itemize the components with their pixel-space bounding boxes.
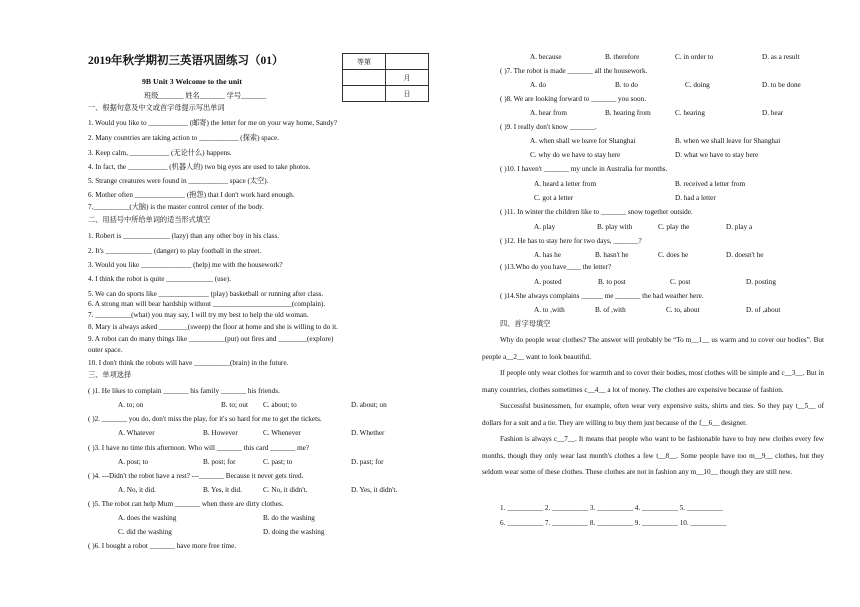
mc-question-2: ( )2. _______ you do, don't miss the play, for it's so hard for me to get the tickets. xyxy=(88,415,322,423)
mc10-opt-c: C. got a letter xyxy=(534,194,574,202)
mc4-opt-a: A. No, it did. xyxy=(118,486,156,494)
s2-item-6: 6. A strong man will bear hardship without ______________________(complain). xyxy=(88,300,326,308)
s2-item-7: 7. __________(what) you may say, I will try my best to help the old woman. xyxy=(88,311,309,319)
mc9-opt-d: D. what we have to stay here xyxy=(675,151,759,159)
mc2-opt-b: B. However xyxy=(203,429,238,437)
mc5-opt-d: D. doing the washing xyxy=(263,528,325,536)
mc3-opt-c: C. past; to xyxy=(263,458,293,466)
mc3-opt-a: A. post; to xyxy=(118,458,149,466)
mc7-opt-a: A. do xyxy=(530,81,546,89)
mc5-opt-b: B. do the washing xyxy=(263,514,315,522)
mc13-opt-d: D. posting xyxy=(746,278,776,286)
mc-question-6: ( )6. I bought a robot _______ have more free time. xyxy=(88,542,237,550)
page-title: 2019年秋学期初三英语巩固练习（01） xyxy=(88,55,284,67)
s1-item-3: 3. Keep calm, ___________ (无论什么) happens. xyxy=(88,149,232,157)
s2-item-4: 4. I think the robot is quite _____________ (use). xyxy=(88,275,231,283)
student-info-line: 班级_______ 姓名_______ 学号_______ xyxy=(144,92,267,100)
mc9-opt-b: B. when we shall leave for Shanghai xyxy=(675,137,781,145)
mc8-opt-b: B. hearing from xyxy=(605,109,651,117)
s1-item-4: 4. In fact, the ___________ (机器人的) two big eyes are used to take photos. xyxy=(88,163,311,171)
mc-question-7: ( )7. The robot is made _______ all the housework. xyxy=(500,67,648,75)
s1-item-6: 6. Mother often ______________ (抱怨) that I don't work hard enough. xyxy=(88,191,295,199)
mc14-opt-d: D. of ,about xyxy=(746,306,781,314)
mc13-opt-c: C. post xyxy=(670,278,691,286)
grade-label: 等第 xyxy=(343,54,386,70)
mc12-opt-b: B. hasn't he xyxy=(595,251,629,259)
section3-heading: 三、单项选择 xyxy=(88,371,132,379)
cloze-paragraph-2: If people only wear clothes for warmth and to cover their bodies, most clothes will be simple and c__3__. But in many countries, clothes sometimes c__4__ a lot of money. The clothes are expensive because of fashion. xyxy=(482,369,824,394)
mc-question-4: ( )4. ---Didn't the robot have a rest? ---_______ Because it never gets tired. xyxy=(88,472,304,480)
mc14-opt-a: A. to ,with xyxy=(534,306,565,314)
mc6-opt-d: D. as a result xyxy=(762,53,800,61)
mc-question-13: ( )13.Who do you have____ the letter? xyxy=(500,263,612,271)
s2-item-2: 2. It's _____________ (danger) to play football in the street. xyxy=(88,247,262,255)
mc13-opt-b: B. to post xyxy=(598,278,626,286)
cloze-paragraph-1: Why do people wear clothes? The answer will probably be “To m__1__ us warm and to cover our bodies”. But people a__2__ want to look beautiful. xyxy=(482,336,824,361)
mc11-opt-c: C. play the xyxy=(658,223,690,231)
mc5-opt-a: A. does the washing xyxy=(118,514,177,522)
mc7-opt-b: B. to do xyxy=(615,81,638,89)
mc12-opt-a: A. has he xyxy=(534,251,561,259)
mc7-opt-d: D. to be done xyxy=(762,81,801,89)
mc8-opt-c: C. hearing xyxy=(675,109,705,117)
month-cell xyxy=(343,70,386,86)
mc10-opt-b: B. received a letter from xyxy=(675,180,746,188)
mc5-opt-c: C. did the washing xyxy=(118,528,172,536)
mc6-opt-b: B. therefore xyxy=(605,53,640,61)
mc7-opt-c: C. doing xyxy=(685,81,710,89)
mc8-opt-a: A. hear from xyxy=(530,109,567,117)
day-label: 日 xyxy=(386,86,429,102)
s1-item-2: 2. Many countries are taking action to ___________ (探索) space. xyxy=(88,134,280,142)
mc1-opt-a: A. to; on xyxy=(118,401,144,409)
mc9-opt-c: C. why do we have to stay here xyxy=(530,151,621,159)
answer-line-1: 1. __________ 2. __________ 3. __________ 4. __________ 5. __________ xyxy=(500,504,723,512)
section1-heading: 一、根据句意及中文或首字母提示写出单词 xyxy=(88,104,225,112)
mc-question-9: ( )9. I really don't know _______. xyxy=(500,123,597,131)
mc3-opt-b: B. post; for xyxy=(203,458,236,466)
mc14-opt-b: B. of ,with xyxy=(595,306,626,314)
section4-heading: 四、首字母填空 xyxy=(500,320,551,328)
s2-item-1: 1. Robert is _____________ (lazy) than any other boy in his class. xyxy=(88,232,280,240)
grade-box xyxy=(342,53,429,102)
mc1-opt-b: B. to; out xyxy=(221,401,248,409)
s2-item-9: 9. A robot can do many things like __________(put) out fires and ________(explore) xyxy=(88,335,334,343)
mc1-opt-d: D. about; on xyxy=(351,401,387,409)
mc13-opt-a: A. posted xyxy=(534,278,562,286)
mc9-opt-a: A. when shall we leave for Shanghai xyxy=(530,137,636,145)
mc2-opt-a: A. Whatever xyxy=(118,429,155,437)
mc-question-12: ( )12. He has to stay here for two days, _______? xyxy=(500,237,642,245)
mc10-opt-d: D. had a letter xyxy=(675,194,716,202)
mc14-opt-c: C. to, about xyxy=(666,306,700,314)
mc12-opt-c: C. does he xyxy=(658,251,689,259)
mc6-opt-c: C. in order to xyxy=(675,53,714,61)
mc12-opt-d: D. doesn't he xyxy=(726,251,764,259)
s2-item-5: 5. We can do sports like ______________ (play) basketball or running after class. xyxy=(88,290,324,298)
cloze-paragraph-4: Fashion is always c__7__. It means that people who want to be fashionable have to buy new clothes every few months, though they only wear last month's clothes a few t__8__. Some people have too m__9__ clothes, but they seldom wear some of these clothes. These clothes are not in fashion any m__10__ though they are still new. xyxy=(482,435,824,476)
s1-item-5: 5. Strange creatures were found in ___________ space (太空). xyxy=(88,177,269,185)
mc3-opt-d: D. past; for xyxy=(351,458,384,466)
s1-item-1: 1. Would you like to ___________ (邮寄) the letter for me on your way home, Sandy? xyxy=(88,119,338,127)
mc-question-1: ( )1. He likes to complain _______ his family _______ his friends. xyxy=(88,387,280,395)
mc-question-14: ( )14.She always complains ______ me _______ the bad weather here. xyxy=(500,292,704,300)
mc-question-8: ( )8. We are looking forward to _______ you soon. xyxy=(500,95,647,103)
s2-item-3: 3. Would you like ______________ (help) me with the housework? xyxy=(88,261,283,269)
mc4-opt-d: D. Yes, it didn't. xyxy=(351,486,398,494)
cloze-passage xyxy=(482,332,824,481)
day-cell xyxy=(343,86,386,102)
s2-item-8: 8. Mary is always asked ________(sweep) the floor at home and she is willing to do it. xyxy=(88,323,338,331)
month-label: 月 xyxy=(386,70,429,86)
s2-item-9-cont: outer space. xyxy=(88,346,123,354)
mc6-opt-a: A. because xyxy=(530,53,562,61)
mc11-opt-d: D. play a xyxy=(726,223,753,231)
mc-question-11: ( )11. In winter the children like to _______ snow together outside. xyxy=(500,208,693,216)
mc8-opt-d: D. hear xyxy=(762,109,784,117)
mc2-opt-c: C. Whenever xyxy=(263,429,301,437)
mc-question-5: ( )5. The robot can help Mum _______ when there are dirty clothes. xyxy=(88,500,284,508)
section2-heading: 二、用括号中所给单词的适当形式填空 xyxy=(88,216,211,224)
mc1-opt-c: C. about; to xyxy=(263,401,297,409)
s2-item-10: 10. I don't think the robots will have __________(brain) in the future. xyxy=(88,359,289,367)
mc-question-10: ( )10. I haven't _______ my uncle in Australia for months. xyxy=(500,165,668,173)
unit-subtitle: 9B Unit 3 Welcome to the unit xyxy=(142,77,242,86)
mc4-opt-c: C. No, it didn't. xyxy=(263,486,308,494)
cloze-paragraph-3: Successful businessmen, for example, often wear very expensive suits, shirts and ties. So they pay t__5__ of dollars for a suit and a tie. They are willing to buy them just because of the f__6__ designer. xyxy=(482,402,824,427)
answer-line-2: 6. __________ 7. __________ 8. __________ 9. __________ 10. __________ xyxy=(500,519,727,527)
mc-question-3: ( )3. I have no time this afternoon. Who will _______ this card _______ me? xyxy=(88,444,310,452)
mc2-opt-d: D. Whether xyxy=(351,429,385,437)
mc4-opt-b: B. Yes, it did. xyxy=(203,486,242,494)
s1-item-7: 7.__________(大脑) is the master control center of the body. xyxy=(88,203,264,211)
mc11-opt-a: A. play xyxy=(534,223,556,231)
mc10-opt-a: A. heard a letter from xyxy=(534,180,597,188)
grade-cell xyxy=(386,54,429,70)
mc11-opt-b: B. play with xyxy=(597,223,633,231)
